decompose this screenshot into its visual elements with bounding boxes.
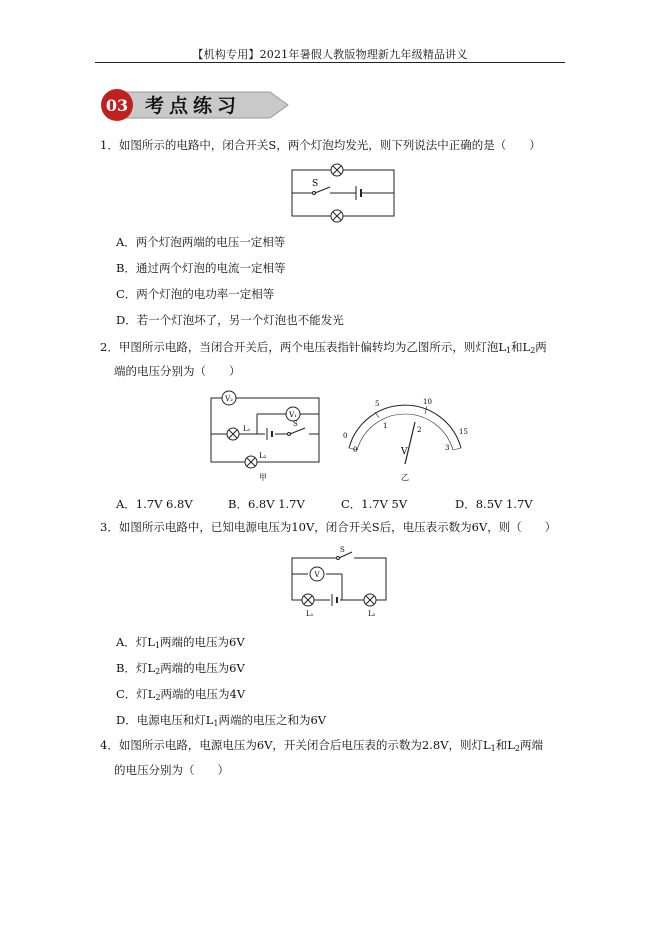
- svg-text:V: V: [314, 571, 320, 579]
- svg-text:L₁: L₁: [243, 425, 251, 433]
- section-title: 考点练习: [145, 95, 242, 117]
- q3-option-d: D．电源电压和灯$L_1$两端的电压之和为6V: [116, 713, 327, 728]
- svg-text:2: 2: [417, 426, 422, 434]
- lamp-top: [331, 164, 343, 176]
- battery-symbol: [356, 186, 394, 200]
- battery-symbol: [330, 594, 340, 606]
- svg-text:V₂: V₂: [225, 395, 233, 403]
- question-4-stem-line2: 的电压分别为（ ）: [114, 763, 229, 777]
- q2-option-c: C．1.7V 5V: [341, 497, 408, 511]
- switch-symbol: [287, 428, 309, 438]
- svg-text:S: S: [340, 546, 345, 554]
- question-1-circuit: [286, 160, 402, 226]
- question-2-circuit-jia: [205, 388, 325, 484]
- question-2-stem-line2: 端的电压分别为（ ）: [114, 364, 241, 378]
- svg-text:10: 10: [423, 398, 432, 406]
- svg-text:L₂: L₂: [259, 452, 267, 460]
- section-number: 03: [105, 96, 129, 115]
- svg-text:0: 0: [353, 446, 358, 454]
- caption-yi: 乙: [401, 473, 409, 482]
- q3-option-b: B．灯$L_2$两端的电压为6V: [116, 661, 245, 676]
- header-divider: [95, 62, 565, 63]
- q3-option-a: A．灯$L_1$两端的电压为6V: [116, 635, 245, 650]
- svg-text:L₂: L₂: [368, 610, 376, 618]
- battery-symbol: [265, 428, 275, 440]
- question-2-meter-yi: [335, 392, 475, 484]
- q3-option-c: C．灯$L_2$两端的电压为4V: [116, 687, 246, 702]
- q1-option-d: D．若一个灯泡坏了，另一个灯泡也不能发光: [116, 313, 344, 327]
- lamp-l2: [245, 456, 257, 468]
- q2-option-b: B．6.8V 1.7V: [228, 497, 305, 511]
- switch-symbol: [292, 187, 356, 195]
- q1-option-c: C．两个灯泡的电功率一定相等: [116, 287, 275, 301]
- caption-jia: 甲: [259, 473, 267, 482]
- svg-text:0: 0: [343, 432, 348, 440]
- section-banner: [100, 88, 290, 122]
- lamp-l2: [364, 594, 376, 606]
- voltmeter-v1: [286, 407, 300, 421]
- question-2-stem: 2．甲图所示电路，当闭合开关后，两个电压表指针偏转均为乙图所示，则灯泡$L_1$和$L_2$两: [100, 340, 547, 355]
- switch-label: S: [312, 179, 319, 189]
- lamp-bottom: [331, 210, 343, 222]
- q2-option-d: D．8.5V 1.7V: [455, 497, 533, 511]
- voltmeter-v2: [222, 391, 236, 405]
- svg-text:3: 3: [445, 444, 450, 452]
- svg-text:V₁: V₁: [289, 411, 297, 419]
- switch-symbol: [336, 552, 354, 562]
- question-3-circuit: [286, 546, 392, 618]
- page-header: 【机构专用】2021年暑假人教版物理新九年级精品讲义: [192, 48, 468, 61]
- svg-text:L₁: L₁: [306, 610, 314, 618]
- q1-option-b: B．通过两个灯泡的电流一定相等: [116, 261, 286, 275]
- q1-option-a: A．两个灯泡两端的电压一定相等: [116, 235, 286, 249]
- question-4-stem: 4．如图所示电路，电源电压为6V，开关闭合后电压表的示数为2.8V，则灯$L_1$和$L_2$两端: [100, 738, 543, 753]
- svg-text:5: 5: [375, 400, 380, 408]
- svg-text:1: 1: [383, 422, 388, 430]
- question-3-stem: 3．如图所示电路中，已知电源电压为10V，闭合开关S后，电压表示数为6V，则（ ）: [100, 520, 557, 534]
- svg-text:15: 15: [459, 428, 468, 436]
- svg-text:S: S: [293, 420, 298, 428]
- svg-text:V: V: [401, 447, 408, 457]
- question-1-stem: 1．如图所示的电路中，闭合开关S，两个灯泡均发光，则下列说法中正确的是（ ）: [100, 138, 541, 152]
- q2-option-a: A．1.7V 6.8V: [116, 497, 193, 511]
- lamp-l1: [227, 428, 239, 440]
- voltmeter: [310, 567, 324, 581]
- lamp-l1: [302, 594, 314, 606]
- meter-needle: [405, 422, 415, 464]
